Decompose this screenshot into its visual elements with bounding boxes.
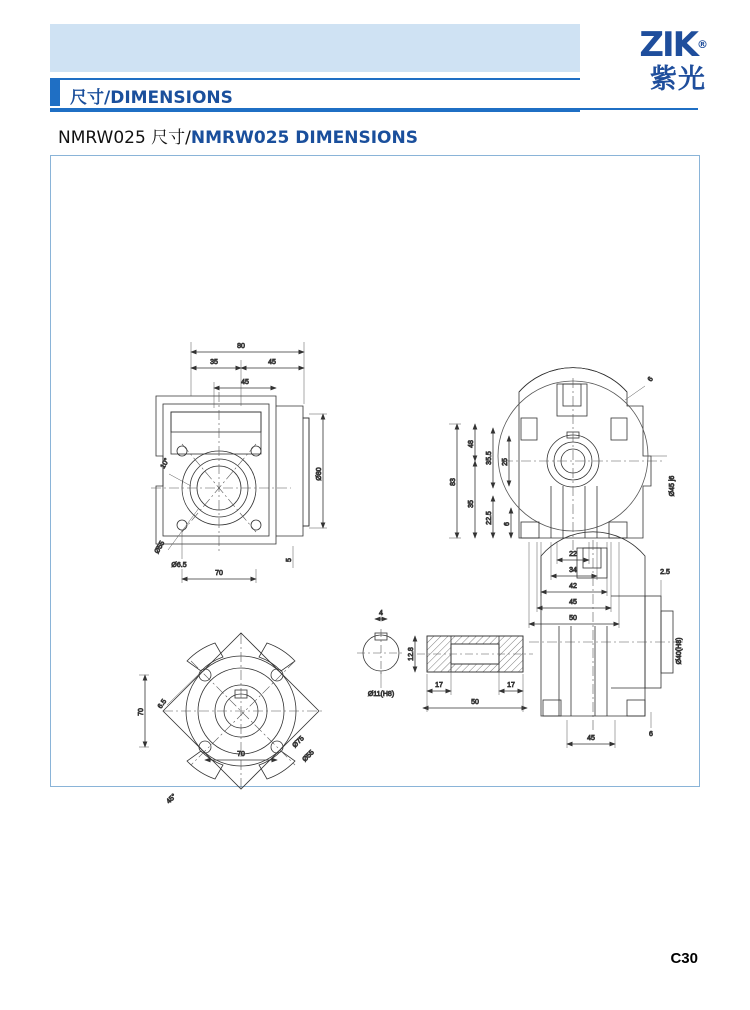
header-rule — [50, 108, 698, 110]
svg-text:Ø45 j6: Ø45 j6 — [669, 475, 676, 497]
svg-text:Ø75: Ø75 — [291, 735, 306, 750]
svg-text:22: 22 — [569, 551, 577, 558]
svg-text:10°: 10° — [159, 457, 172, 470]
svg-text:17: 17 — [435, 682, 443, 689]
view-flange — [138, 633, 323, 805]
dimension-drawings — [51, 156, 699, 806]
svg-text:Ø11(H8): Ø11(H8) — [367, 691, 395, 698]
section-title-bar — [50, 78, 580, 112]
logo-mark — [566, 25, 706, 65]
logo-registered-icon: ® — [697, 38, 706, 51]
svg-text:35: 35 — [468, 500, 475, 508]
svg-text:80: 80 — [237, 343, 245, 350]
svg-text:25: 25 — [502, 458, 509, 466]
view-shaft — [357, 610, 533, 712]
svg-text:42: 42 — [569, 583, 577, 590]
svg-text:34: 34 — [569, 567, 577, 574]
logo-chinese-name: 紫光 — [650, 64, 706, 94]
view-front — [151, 342, 327, 583]
logo-mark-text: ZIK — [639, 25, 697, 65]
svg-text:48: 48 — [468, 440, 475, 448]
svg-text:22.5: 22.5 — [486, 511, 493, 525]
svg-text:5: 5 — [286, 558, 293, 562]
svg-text:Ø40(H8): Ø40(H8) — [676, 637, 683, 665]
page-title-cn: NMRW025 尺寸/ — [58, 128, 191, 148]
svg-text:70: 70 — [215, 570, 223, 577]
svg-text:Ø6.5: Ø6.5 — [171, 562, 187, 569]
svg-text:Ø80: Ø80 — [316, 467, 323, 481]
svg-text:45: 45 — [241, 379, 249, 386]
svg-text:70: 70 — [237, 751, 245, 758]
svg-text:Ø55: Ø55 — [301, 749, 316, 764]
title-accent-block — [50, 80, 60, 106]
svg-text:6: 6 — [649, 731, 653, 738]
svg-text:Ø55: Ø55 — [153, 540, 167, 555]
page-number: C30 — [670, 950, 698, 967]
svg-text:35: 35 — [210, 359, 218, 366]
svg-text:6: 6 — [504, 522, 511, 526]
view-output — [529, 532, 683, 748]
view-side — [449, 368, 676, 628]
svg-text:45: 45 — [569, 599, 577, 606]
svg-text:50: 50 — [471, 699, 479, 706]
page-title-en: NMRW025 DIMENSIONS — [190, 128, 418, 148]
company-logo — [566, 25, 706, 94]
svg-text:83: 83 — [450, 478, 457, 486]
svg-text:12.8: 12.8 — [408, 647, 415, 661]
svg-text:50: 50 — [569, 615, 577, 622]
header-band — [50, 24, 580, 72]
svg-text:45: 45 — [587, 735, 595, 742]
svg-text:45°: 45° — [165, 792, 178, 806]
svg-text:4: 4 — [379, 610, 383, 617]
svg-text:6.5: 6.5 — [156, 698, 169, 711]
svg-text:17: 17 — [507, 682, 515, 689]
section-title: 尺寸/DIMENSIONS — [70, 88, 233, 108]
svg-text:2.5: 2.5 — [660, 569, 670, 576]
svg-text:45: 45 — [268, 359, 276, 366]
svg-text:6: 6 — [646, 375, 655, 384]
svg-text:35.5: 35.5 — [486, 451, 493, 465]
drawing-frame — [50, 155, 700, 806]
page-title — [58, 123, 418, 148]
svg-text:70: 70 — [138, 708, 145, 716]
